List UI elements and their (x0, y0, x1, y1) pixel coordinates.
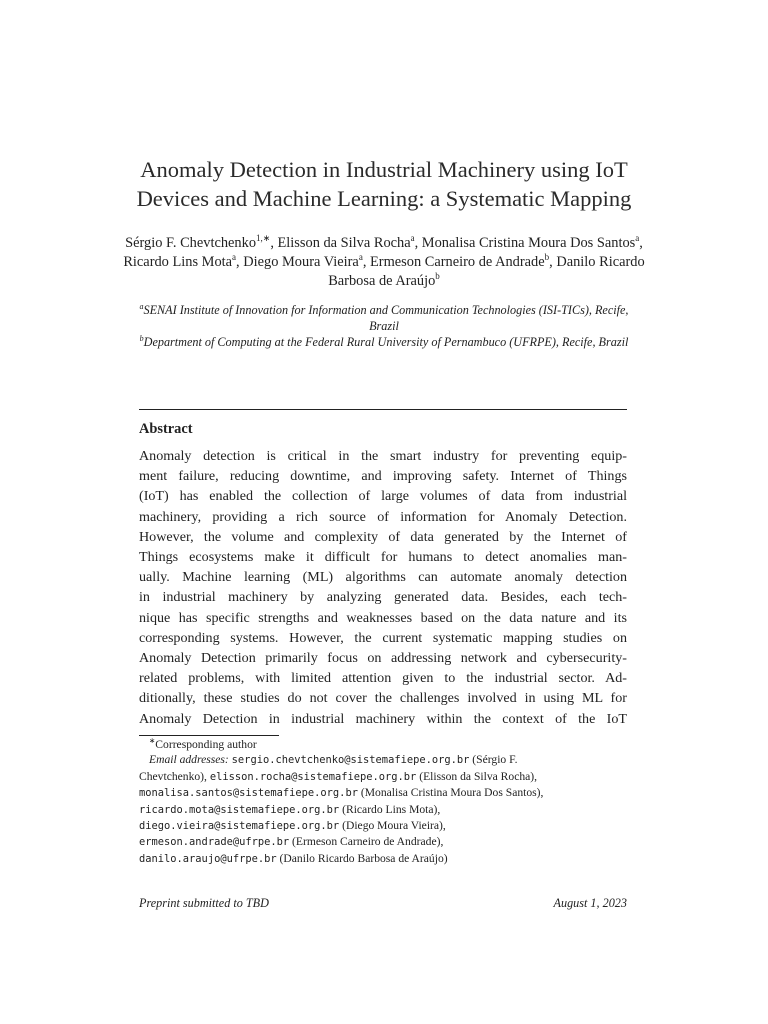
author-name: , Monalisa Cristina Moura Dos Santos (414, 235, 636, 251)
email-line-6 (139, 834, 627, 850)
email-owner: (Diego Moura Vieira), (342, 819, 446, 833)
abstract-line: Anomaly Detection in industrial machinery within the context of the IoT (139, 710, 627, 727)
footnotes (139, 737, 627, 867)
author-mark: 1,∗ (256, 233, 271, 244)
author-mark: a (358, 252, 363, 263)
abstract-heading: Abstract (139, 421, 193, 437)
email-line-1 (139, 752, 627, 768)
email-line-7 (139, 851, 627, 867)
email-link[interactable]: diego.vieira@sistemafiepe.org.br (139, 820, 340, 833)
email-link[interactable]: ermeson.andrade@ufrpe.br (139, 836, 290, 849)
author-mark: b (435, 271, 440, 282)
title-line-1: Anomaly Detection in Industrial Machinery using IoT (140, 157, 628, 182)
author-mark: a (410, 233, 415, 244)
abstract-line: Anomaly detection is critical in the smart industry for preventing equip- (139, 448, 627, 464)
email-link[interactable]: danilo.araujo@ufrpe.br (139, 852, 277, 865)
abstract-line: ually. Machine learning (ML) algorithms can automate anomaly detection (139, 569, 627, 586)
email-link[interactable]: elisson.rocha@sistemafiepe.org.br (209, 770, 417, 783)
abstract-line: nique has specific strengths and weaknesses based on the data nature and its (139, 609, 627, 626)
email-link[interactable]: sergio.chevtchenko@sistemafiepe.org.br (231, 754, 470, 767)
author-name: , Danilo Ricardo Barbosa de Araújo (328, 254, 645, 289)
abstract-line: ditionally, these studies do not cover the challenges involved in using ML for (139, 690, 627, 707)
abstract-line: ment failure, reducing downtime, and improving safety. Internet of Things (139, 468, 627, 485)
abstract-line: corresponding systems. However, the current systematic mapping studies on (139, 629, 627, 646)
affiliation-text: Department of Computing at the Federal Rural University of Pernambuco (UFRPE), Recife, Brazil (143, 335, 629, 349)
corresponding-author-note (139, 737, 627, 752)
author-name: , Ricardo Lins Mota (123, 235, 643, 270)
email-line-5 (139, 818, 627, 834)
email-link[interactable]: ricardo.mota@sistemafiepe.org.br (139, 803, 340, 816)
preprint-note: Preprint submitted to TBD (139, 896, 269, 910)
email-owner: (Ermeson Carneiro de Andrade), (292, 835, 444, 849)
footnote-rule (139, 735, 279, 736)
author-list (120, 234, 648, 291)
email-line-4 (139, 802, 627, 818)
abstract-line: (IoT) has enabled the collection of large volumes of data from industrial (139, 488, 627, 505)
email-link[interactable]: monalisa.santos@sistemafiepe.org.br (139, 787, 358, 800)
email-label: Email addresses: (149, 753, 229, 767)
preprint-date: August 1, 2023 (553, 896, 627, 910)
email-owner: (Danilo Ricardo Barbosa de Araújo) (279, 851, 448, 865)
author-name: , Diego Moura Vieira (236, 254, 359, 270)
email-line-2 (139, 769, 627, 785)
abstract-line: machinery, providing a rich source of information for Anomaly Detection. (139, 508, 627, 525)
paper-title (100, 155, 668, 213)
affiliation-text: SENAI Institute of Innovation for Information and Communication Technologies (ISI-TICs), Recife, Brazil (143, 303, 629, 333)
abstract-line: related problems, with limited attention given to the industrial sector. Ad- (139, 670, 627, 687)
corresponding-mark: ∗ (149, 736, 156, 746)
email-line-3 (139, 785, 627, 801)
author-mark: a (232, 252, 237, 263)
email-owner: Chevtchenko), (139, 769, 207, 783)
abstract-line: Anomaly Detection primarily focus on addressing network and cybersecurity- (139, 650, 627, 667)
abstract-line: Things ecosystems make it difficult for humans to detect anomalies man- (139, 549, 627, 566)
author-name: Sérgio F. Chevtchenko (125, 235, 257, 251)
abstract-body (139, 446, 627, 729)
author-name: , Elisson da Silva Rocha (270, 235, 411, 251)
email-owner: (Ricardo Lins Mota), (342, 802, 441, 816)
corresponding-text: Corresponding author (155, 738, 257, 751)
author-mark: b (544, 252, 550, 263)
affiliation-a (130, 302, 638, 334)
email-owner: (Elisson da Silva Rocha), (419, 769, 538, 783)
affiliations (130, 302, 638, 350)
abstract-line: in industrial machinery by analyzing generated data. Besides, each tech- (139, 589, 627, 606)
affiliation-mark: a (139, 301, 144, 311)
title-line-2: Devices and Machine Learning: a Systematic Mapping (136, 186, 632, 211)
abstract-line: However, the volume and complexity of data generated by the Internet of (139, 528, 627, 545)
author-mark: a (635, 233, 640, 244)
author-name: , Ermeson Carneiro de Andrade (362, 254, 545, 270)
email-owner: (Monalisa Cristina Moura Dos Santos), (360, 786, 544, 800)
email-owner: (Sérgio F. (472, 753, 518, 767)
affiliation-mark: b (139, 333, 144, 343)
affiliation-b (130, 334, 638, 350)
abstract-top-rule (139, 409, 627, 410)
